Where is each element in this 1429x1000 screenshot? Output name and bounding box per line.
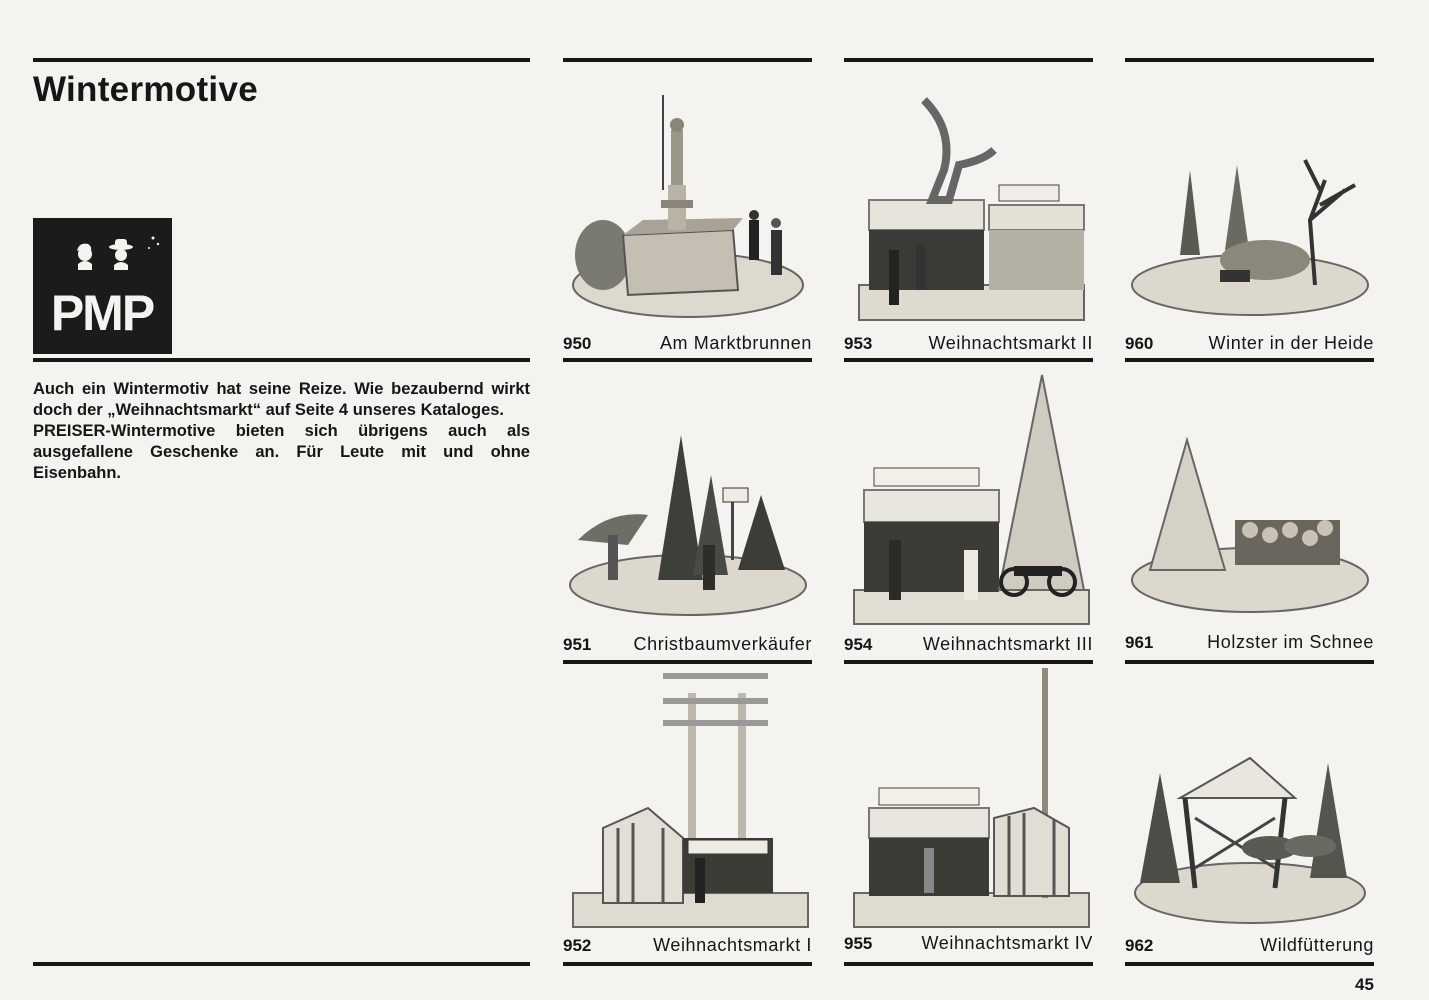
rule-row2-col2 <box>844 660 1093 664</box>
description <box>33 379 530 484</box>
product-number: 962 <box>1125 936 1154 955</box>
product-952 <box>563 668 812 958</box>
product-number: 952 <box>563 936 592 955</box>
rule-bottom-left <box>33 962 530 966</box>
page-number: 45 <box>1355 975 1374 994</box>
product-name: Weihnachtsmarkt III <box>922 634 1093 654</box>
deer-feeding-image <box>1125 668 1374 930</box>
product-caption <box>1125 632 1374 653</box>
rule-mid-left <box>33 358 530 362</box>
rule-row2-col1 <box>563 660 812 664</box>
product-number: 953 <box>844 334 873 353</box>
two-figures-logo-icon <box>33 218 172 354</box>
product-caption <box>563 333 812 354</box>
rule-top-col3 <box>1125 58 1374 62</box>
rule-bottom-col3 <box>1125 962 1374 966</box>
product-caption <box>844 933 1093 954</box>
rule-top-left <box>33 58 530 62</box>
product-number: 955 <box>844 934 873 953</box>
product-name: Holzster im Schnee <box>1207 632 1374 652</box>
product-name: Wildfütterung <box>1260 935 1374 955</box>
product-caption <box>1125 333 1374 354</box>
christmas-market-3-image <box>844 370 1093 626</box>
product-caption <box>563 634 812 655</box>
product-name: Christbaumverkäufer <box>633 634 812 654</box>
rule-row1-col2 <box>844 358 1093 362</box>
product-960 <box>1125 90 1374 355</box>
rule-row2-col3 <box>1125 660 1374 664</box>
product-955 <box>844 668 1093 958</box>
rule-top-col2 <box>844 58 1093 62</box>
product-951 <box>563 370 812 655</box>
product-number: 961 <box>1125 633 1154 652</box>
product-caption <box>844 634 1093 655</box>
description-paragraph-2: PREISER-Wintermotive bieten sich übrigens auch als ausgefallene Geschenke an. Für Leute mit und ohne Eisenbahn. <box>33 422 530 482</box>
woodpile-snow-image <box>1125 370 1374 620</box>
product-name: Weihnachtsmarkt I <box>653 935 812 955</box>
product-950 <box>563 90 812 355</box>
product-number: 960 <box>1125 334 1154 353</box>
rule-bottom-col2 <box>844 962 1093 966</box>
product-953 <box>844 90 1093 355</box>
brand-logo <box>33 218 172 354</box>
logo-text: PMP <box>50 285 154 341</box>
product-number: 950 <box>563 334 592 353</box>
tree-seller-image <box>563 370 812 620</box>
product-name: Weihnachtsmarkt IV <box>921 933 1093 953</box>
christmas-market-1-image <box>563 668 812 930</box>
product-number: 954 <box>844 635 873 654</box>
christmas-market-4-image <box>844 668 1093 930</box>
heath-winter-image <box>1125 90 1374 325</box>
description-paragraph-1: Auch ein Wintermotiv hat seine Reize. Wie bezaubernd wirkt doch der „Weihnachtsmarkt“ auf Seite 4 unseres Kataloges. <box>33 380 530 419</box>
product-name: Weihnachtsmarkt II <box>928 333 1093 353</box>
product-caption <box>1125 935 1374 956</box>
rule-top-col1 <box>563 58 812 62</box>
christmas-market-2-image <box>844 90 1093 325</box>
product-962 <box>1125 668 1374 958</box>
fountain-diorama-image <box>563 90 812 325</box>
product-caption <box>563 935 812 956</box>
product-name: Am Marktbrunnen <box>659 333 812 353</box>
rule-row1-col3 <box>1125 358 1374 362</box>
page-title: Wintermotive <box>33 70 258 109</box>
product-954 <box>844 370 1093 655</box>
rule-bottom-col1 <box>563 962 812 966</box>
product-number: 951 <box>563 635 592 654</box>
product-961 <box>1125 370 1374 655</box>
product-name: Winter in der Heide <box>1208 333 1374 353</box>
rule-row1-col1 <box>563 358 812 362</box>
product-caption <box>844 333 1093 354</box>
